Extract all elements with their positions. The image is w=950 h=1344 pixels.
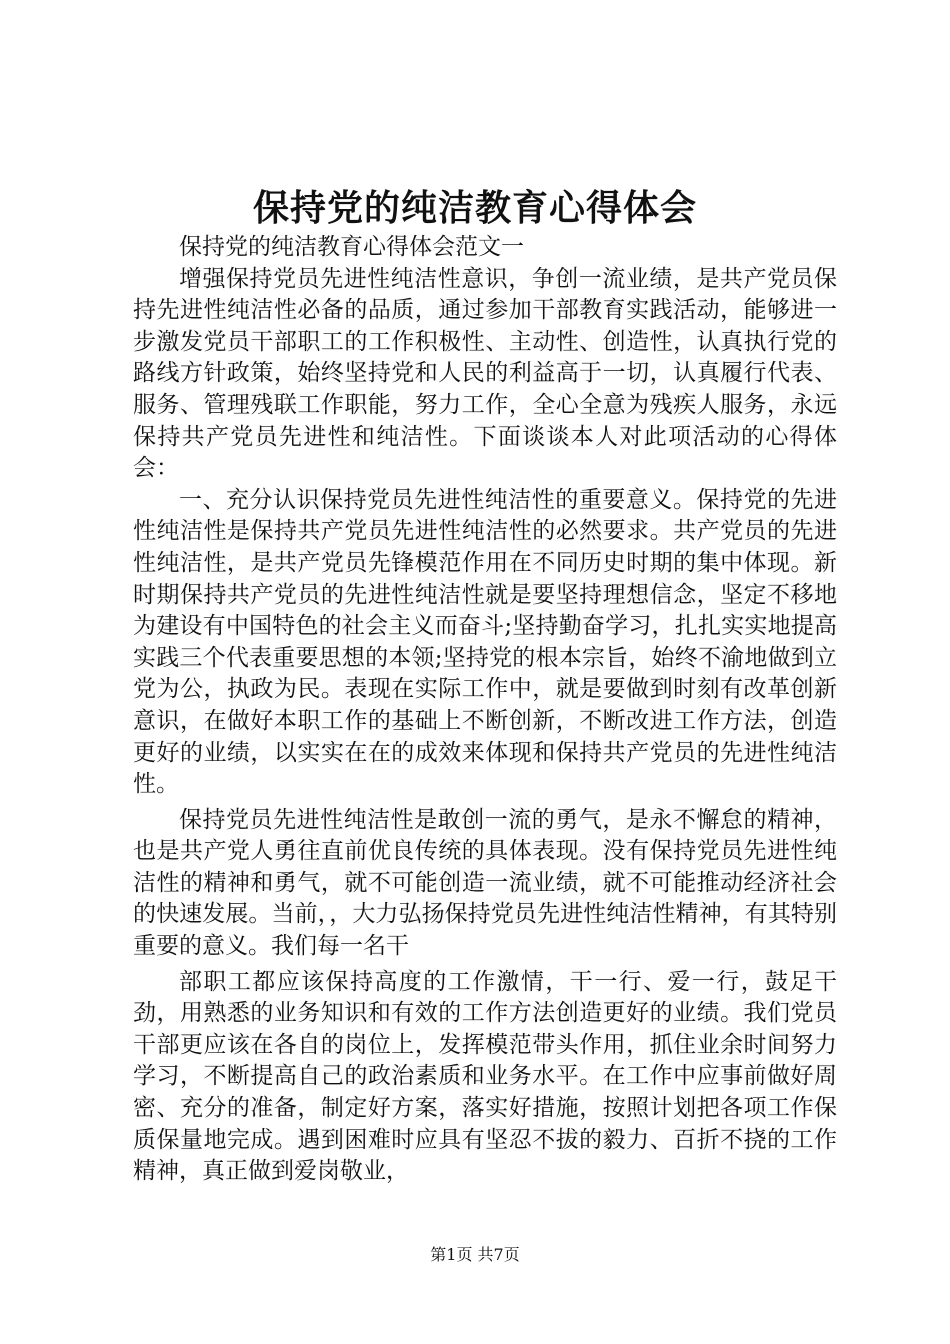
document-body	[133, 232, 837, 1188]
paragraph-subtitle: 保持党的纯洁教育心得体会范文一	[179, 234, 524, 260]
page-number-footer: 第1页 共7页	[430, 1245, 520, 1264]
paragraph-spirit: 保持党员先进性纯洁性是敢创一流的勇气，是永不懈怠的精神，也是共产党人勇往直前优良传统的具体表现。没有保持党员先进性纯洁性的精神和勇气，就不可能创造一流业绩，就不可能推动经济社会的快速发展。当前，，大力弘扬保持党员先进性纯洁性精神，有其特别重要的意义。我们每一名干	[133, 806, 837, 960]
paragraph-staff: 部职工都应该保持高度的工作激情，干一行、爱一行，鼓足干劲，用熟悉的业务知识和有效的工作方法创造更好的业绩。我们党员干部更应该在各自的岗位上，发挥模范带头作用，抓住业余时间努力学习，不断提高自己的政治素质和业务水平。在工作中应事前做好周密、充分的准备，制定好方案，落实好措施，按照计划把各项工作保质保量地完成。遇到困难时应具有坚忍不拔的毅力、百折不挠的工作精神，真正做到爱岗敬业，	[133, 968, 837, 1185]
document-title: 保持党的纯洁教育心得体会	[252, 187, 697, 229]
paragraph-intro: 增强保持党员先进性纯洁性意识，争创一流业绩，是共产党员保持先进性纯洁性必备的品质，通过参加干部教育实践活动，能够进一步激发党员干部职工的工作积极性、主动性、创造性，认真执行党的路线方针政策，始终坚持党和人民的利益高于一切，认真履行代表、服务、管理残联工作职能，努力工作，全心全意为残疾人服务，永远保持共产党员先进性和纯洁性。下面谈谈本人对此项活动的心得体会：	[133, 265, 837, 482]
paragraph-section-one: 一、充分认识保持党员先进性纯洁性的重要意义。保持党的先进性纯洁性是保持共产党员先进性纯洁性的必然要求。共产党员的先进性纯洁性，是共产党员先锋模范作用在不同历史时期的集中体现。新时期保持共产党员的先进性纯洁性就是要坚持理想信念，坚定不移地为建设有中国特色的社会主义而奋斗;坚持勤奋学习，扎扎实实地提高实践三个代表重要思想的本领;坚持党的根本宗旨，始终不渝地做到立党为公，执政为民。表现在实际工作中，就是要做到时刻有改革创新意识，在做好本职工作的基础上不断创新，不断改进工作方法，创造更好的业绩，以实实在在的成效来体现和保持共产党员的先进性纯洁性。	[133, 486, 837, 798]
